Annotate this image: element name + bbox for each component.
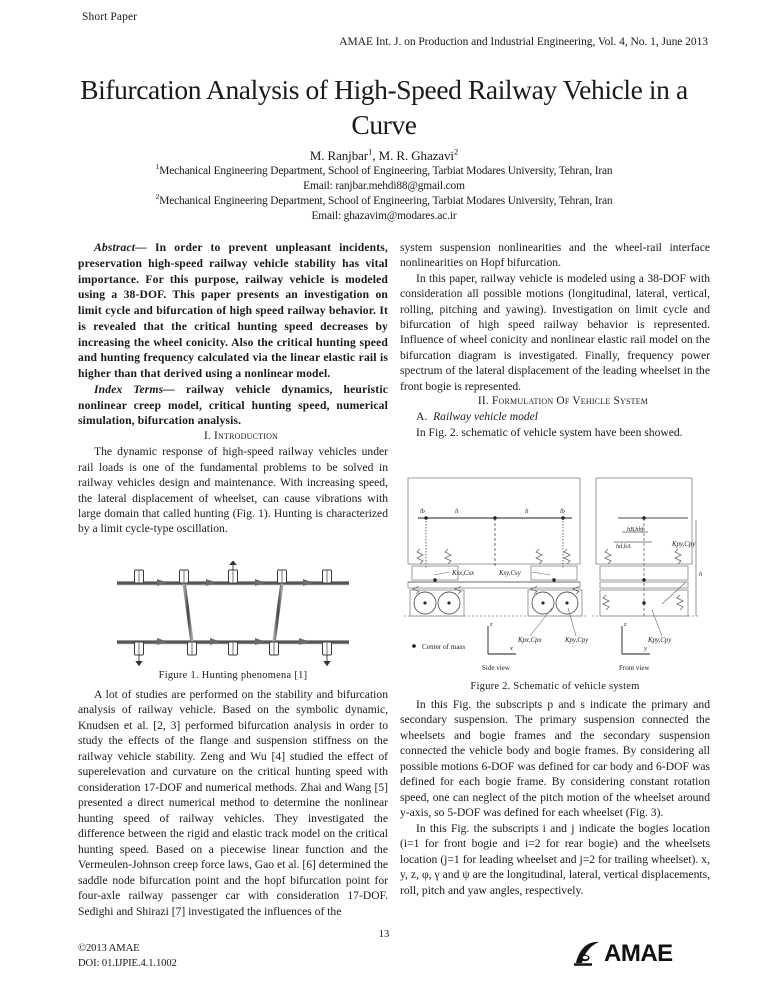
hunting-phenomena-diagram [113,561,353,669]
index-terms-paragraph [78,382,388,429]
affiliation-2-text: Mechanical Engineering Department, School of Engineering, Tarbiat Modares University, Tehran, Iran [159,195,613,207]
author-2-affil-marker: 2 [453,146,459,157]
right-paragraph-3: In this Fig. the subscripts p and s indicate the primary and secondary suspension. The primary suspension connected the wheelsets and bogie frames and the secondary suspension connected the vehicle body and bogie frames. By considering all possible motions 6-DOF was defined for car body and 6-DOF was defined for each bogie frame. By considering constant rotation speed, one can neglect of the pitch motion of the wheelset around y-axis, so 5-DOF was defined for each wheelset (Fig. 3). [400,698,710,820]
author-1-affil-marker: 1 [368,146,373,157]
affil-2-marker: 2 [155,192,160,202]
legend-dot-icon [412,644,416,648]
abstract-label: Abstract— [94,241,147,254]
label-primary-y: Kpy,Cpy [565,637,589,644]
subsection-label: A. [416,410,428,424]
dim-label-lt-2: lt [525,508,529,515]
affiliation-1 [42,162,726,177]
affil-1-marker: 1 [155,162,160,172]
affiliation-2 [42,192,726,207]
label-secondary-x: Ksx,Csx [452,570,475,577]
label-secondary-phi: Kpy,Cpy [672,541,696,548]
footer-left-block [78,941,177,972]
email-1: Email: ranjbar.mehdi88@gmail.com [303,180,465,192]
subsection-title: Railway vehicle model [433,410,539,424]
figure-2 [400,476,710,678]
amae-logo-text: AMAE [604,940,673,967]
caption-front-view: Front view [619,664,650,672]
vehicle-system-schematic [400,476,710,678]
right-paragraph-2: In this paper, railway vehicle is modeled using a 38-DOF with consideration all possible motions (longitudinal, lateral, vertical, rolling, pitching and yawing). Investigation on limit cycle and bifurcation of high speed railway behavior is represented. Influence of wheel conicity and nonlinear elastic rail model on the bifurcation diagram is investigated. Finally, frequency power spectrum of the lateral displacement of the leading wheelset in the front bogie is represented. [400,271,710,393]
page-title: Bifurcation Analysis of High-Speed Railway Vehicle in a Curve [80,74,688,141]
author-name-2: M. R. Ghazavi [378,148,454,163]
abstract-text: In order to prevent unpleasant incidents, preservation high-speed railway vehicle stability has vital importance. For this purpose, railway vehicle is modeled using a 38-DOF. This paper presents an investigation on limit cycle and bifurcation of high speed railway behavior. It is revealed that the critical hunting speed decreases by increasing the wheel conicity. Also the critical hunting speed and hunting frequency calculated via the linear elastic rail is higher than that derived using a nonlinear model. [78,241,388,381]
right-column-continued [400,697,710,898]
caption-side-view: Side view [482,664,510,672]
copyright-line: ©2013 AMAE [78,943,140,954]
section-heading-introduction: I. Introduction [203,430,279,443]
index-terms-text: railway vehicle dynamics, heuristic nonlinear creep model, critical hunting speed, numerical simulation, bifurcation analysis. [78,382,388,428]
dim-label-hd-ha: hd,hA [616,543,631,550]
label-primary-front: Kpy,Cpy [648,637,672,644]
legend-center-of-mass: Center of mass [422,643,466,651]
short-paper-label: Short Paper [82,11,138,23]
right-paragraph-1: system suspension nonlinearities and the wheel-rail interface nonlinearities on Hopf bifurcation. [400,241,710,270]
index-terms-label: Index Terms— [94,382,176,396]
axis-label-y-front: y [644,645,647,652]
dim-label-lb-left: lb [420,508,425,515]
subsection-heading-railway-vehicle-model [400,409,710,424]
right-paragraph-4: In this Fig. the subscripts i and j indicate the bogies location (i=1 for front bogie and i=2 for rear bogie) and the wheelsets location (j=1 for leading wheelset and j=2 for trailing wheelset). x, y, z, φ, γ and ψ are the longitudinal, lateral, vertical displacements, roll, pitch and yaw angles, respectively. [400,821,710,897]
dim-label-hb-hbf: hB,hbf [627,526,644,533]
figure-2-caption: Figure 2. Schematic of vehicle system [470,681,640,692]
author-name-1: M. Ranjbar [309,148,368,163]
intro-paragraph-2: A lot of studies are performed on the stability and bifurcation analysis of railway vehicle. Based on the symbolic dynamic, Knudsen et al. [2, 3] performed bifurcation analysis in order to study the effects of the flange and suspension stiffness on the railway vehicle stability. Zeng and Wu [4] studied the effect of superelevation and curvature on the critical hunting speed with consideration 17-DOF and numerical methods. Zhai and Wang [5] presented a direct numerical method to determine the nonlinear hunting speed of railway vehicles. They investigated the difference between the rigid and elastic track model on the critical hunting speed. Based on a piecewise linear function and the Vermeulen-Johnson creep force laws, Gao et al. [6] determined the saddle node bifurcation point and the hopf bifurcation point for four-axle railway passenger car with consideration 17-DOF. Sedighi and Shirazi [7] investigated the influences of the [78,688,389,918]
center-of-mass-markers [424,516,645,604]
journal-reference-line: AMAE Int. J. on Production and Industrial Engineering, Vol. 4, No. 1, June 2013 [339,36,708,48]
axis-label-x-side: x [510,645,513,652]
amae-swoosh-icon [572,939,606,969]
label-secondary-y: Ksy,Csy [499,570,521,577]
figure-1 [78,561,388,691]
abstract-paragraph [78,240,388,382]
dim-label-h: h [699,571,703,578]
page-number: 13 [378,929,390,940]
figure-1-caption: Figure 1. Hunting phenomena [1] [158,670,308,681]
affiliation-1-text: Mechanical Engineering Department, School of Engineering, Tarbiat Modares University, Tehran, Iran [159,165,613,177]
author-list: M. Ranjbar$^1$, M. R. Ghazavi$^2$ [309,146,459,163]
section-heading-formulation: II. Formulation Of Vehicle System [477,395,649,408]
left-column [78,240,388,537]
amae-logo [572,936,712,976]
label-primary-x: Kpx,Cpx [518,637,542,644]
doi-line: DOI: 01.IJPIE.4.1.1002 [78,958,177,970]
axis-label-z-front: z [624,621,627,628]
axis-label-z-side: z [490,621,493,628]
intro-paragraph-1: The dynamic response of high-speed railway vehicles under rail loads is one of the fundamental problems to be solved in railway vehicles design and maintenance. With increasing speed, the lateral displacement of wheelset, can cause vibrations with large domain that called hunting (Fig. 1). Hunting is characterized by a limit cycle-type oscillation. [78,445,388,536]
dim-label-lb-right: lb [560,508,565,515]
left-column-continued [78,687,388,919]
dim-label-lt-1: lt [455,508,459,515]
email-2: Email: ghazavim@modares.ac.ir [311,210,457,222]
figure-2-intro-text: In Fig. 2. schematic of vehicle system have been showed. [416,425,683,439]
right-column [400,240,710,440]
